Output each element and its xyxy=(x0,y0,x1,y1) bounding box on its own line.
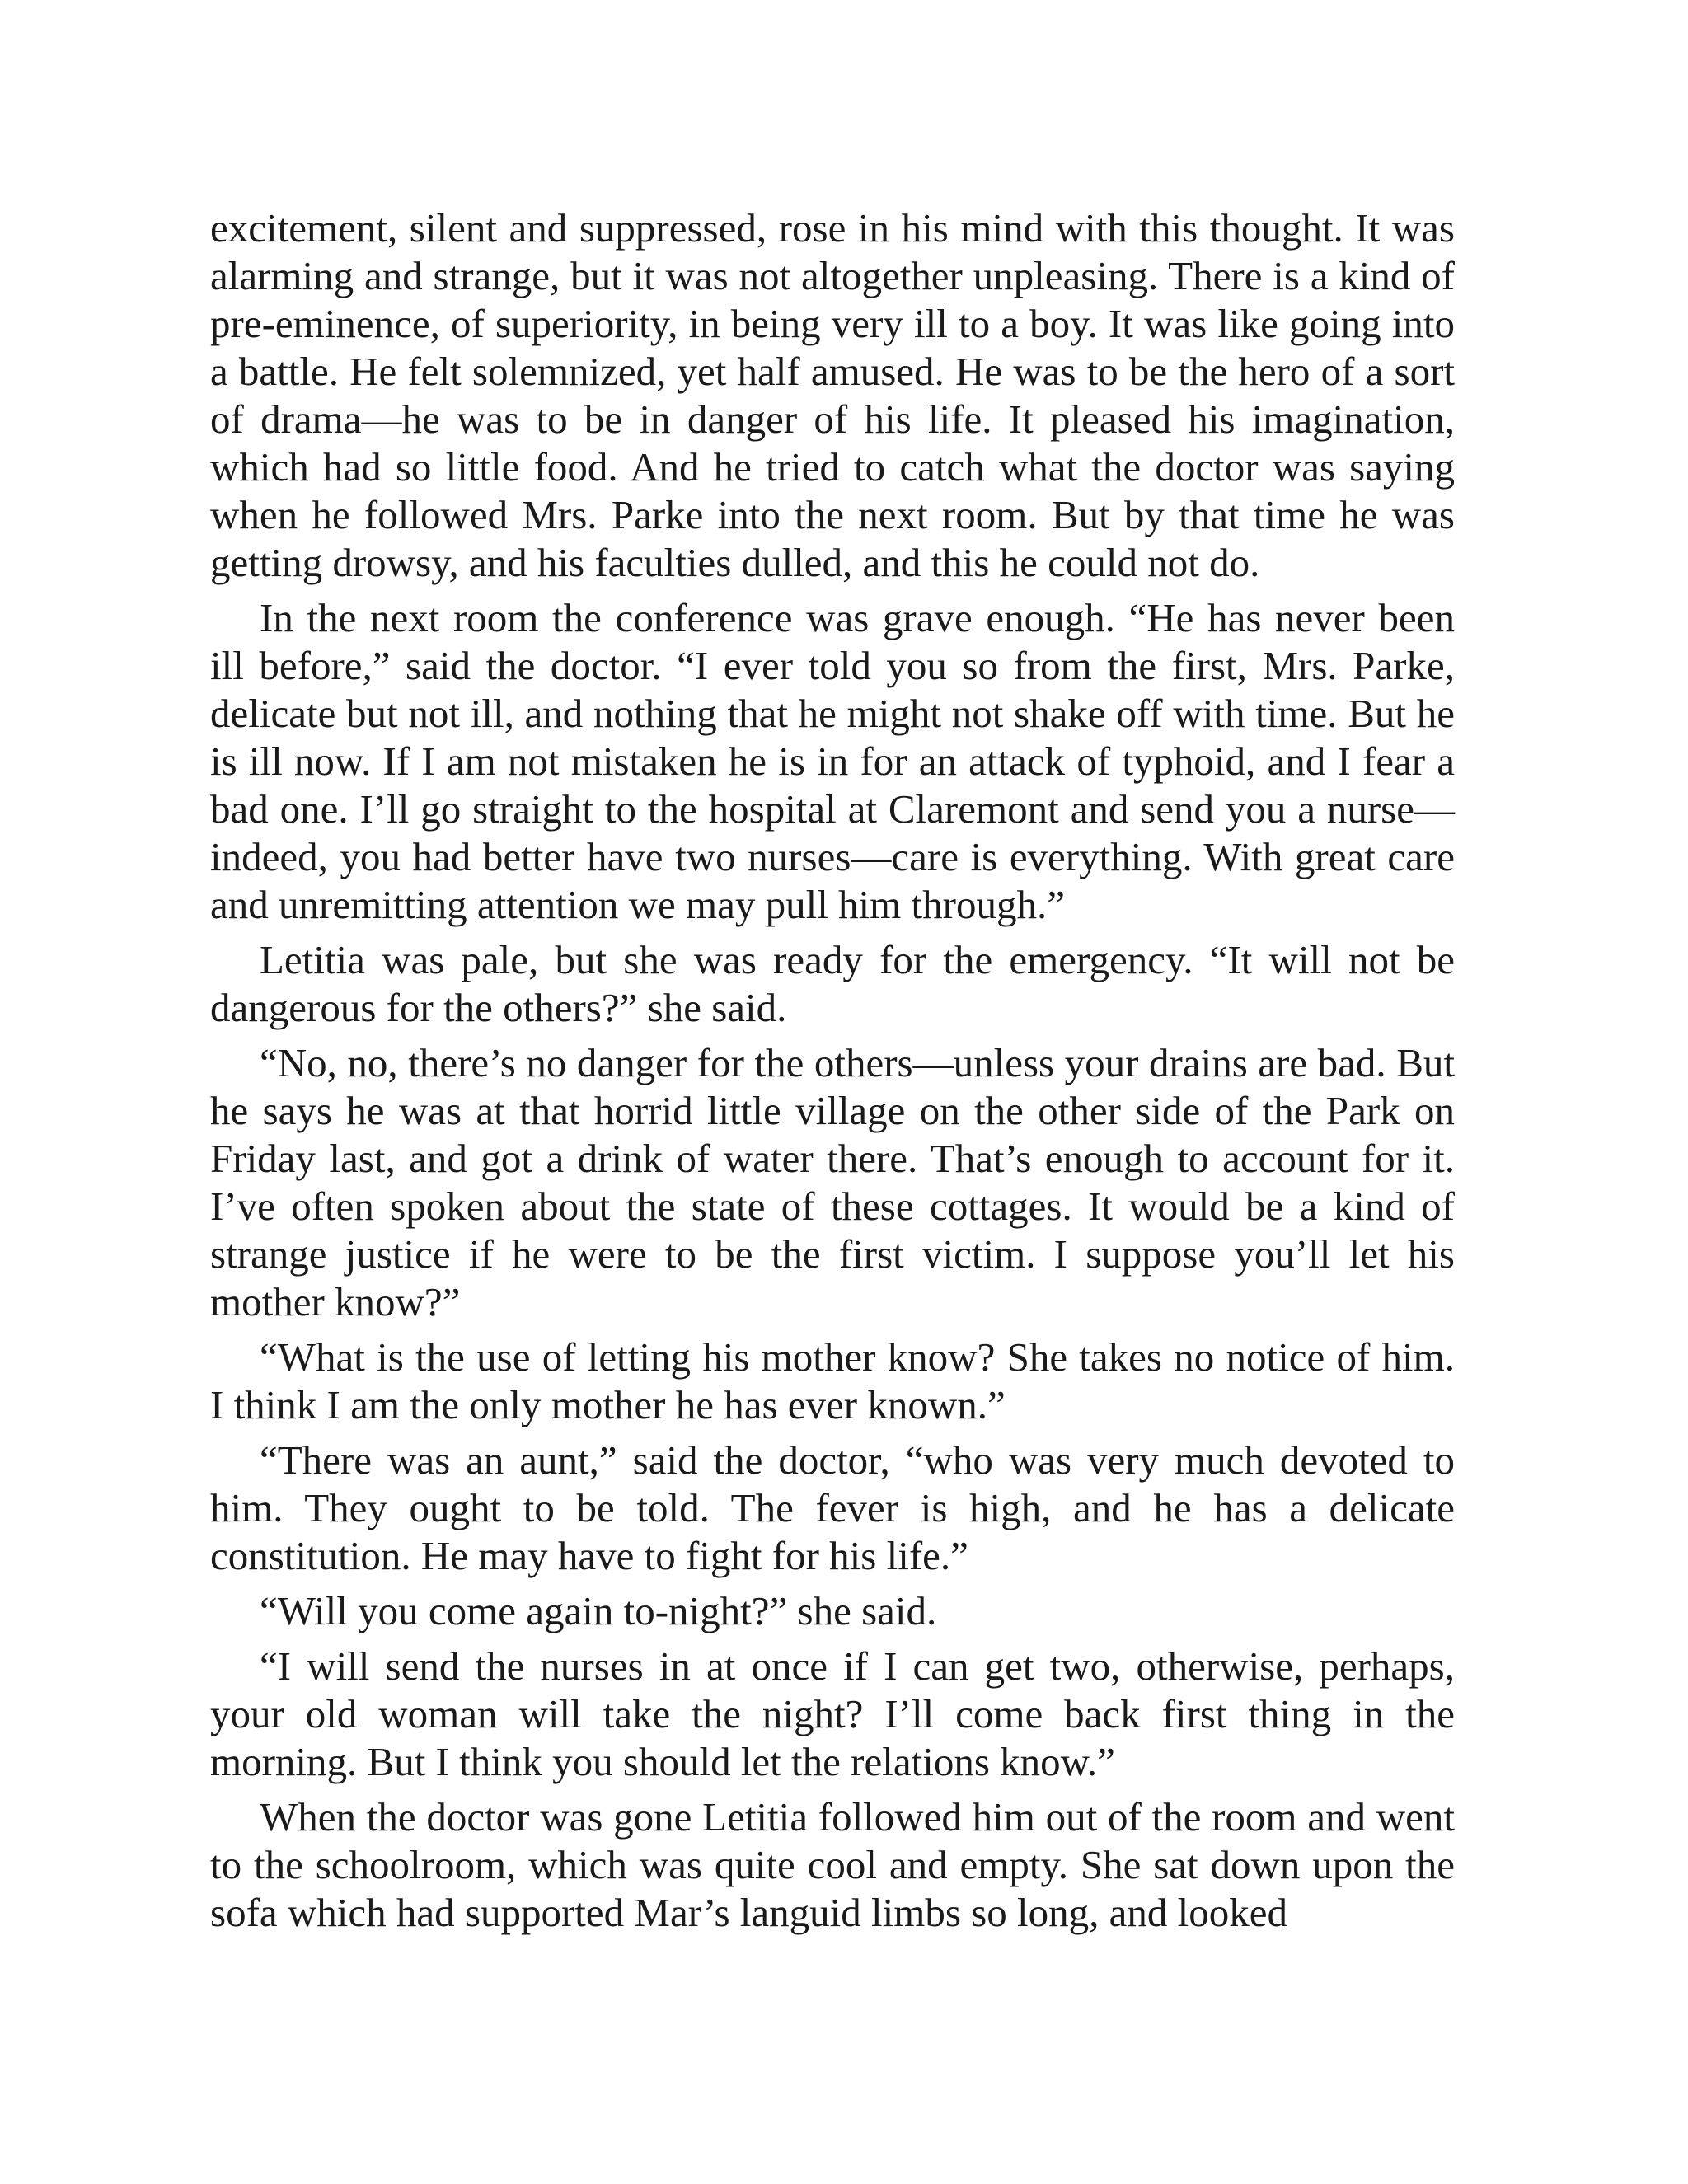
paragraph-1: excitement, silent and suppressed, rose in his mind with this thought. It was alarming and strange, but it was not altogether unpleasing. There is a kind of pre-eminence, of superiority, in being very ill to a boy. It was like going into a battle. He felt solemnized, yet half amused. He was to be the hero of a sort of drama—he was to be in danger of his life. It pleased his imagination, which had so little food. And he tried to catch what the doctor was saying when he followed Mrs. Parke into the next room. But by that time he was getting drowsy, and his faculties dulled, and this he could not do. xyxy=(210,205,1455,585)
paragraph-3: Letitia was pale, but she was ready for the emergency. “It will not be dangerous for the others?” she said. xyxy=(210,937,1455,1030)
paragraph-4: “No, no, there’s no danger for the others—unless your drains are bad. But he says he was at that horrid little village on the other side of the Park on Friday last, and got a drink of water there. That’s enough to account for it. I’ve often spoken about the state of these cottages. It would be a kind of strange justice if he were to be the first victim. I suppose you’ll let his mother know?” xyxy=(210,1040,1455,1324)
paragraph-8: “I will send the nurses in at once if I can get two, otherwise, perhaps, your old woman will take the night? I’ll come back first thing in the morning. But I think you should let the relations know.” xyxy=(210,1643,1455,1784)
paragraph-5: “What is the use of letting his mother know? She takes no notice of him. I think I am the only mother he has ever known.” xyxy=(210,1334,1455,1427)
paragraph-7: “Will you come again to-night?” she said. xyxy=(260,1588,937,1633)
paragraph-2: In the next room the conference was grave enough. “He has never been ill before,” said the doctor. “I ever told you so from the first, Mrs. Parke, delicate but not ill, and nothing that he might not shake off with time. But he is ill now. If I am not mistaken he is in for an attack of typhoid, and I fear a bad one. I’ll go straight to the hospital at Claremont and send you a nurse—indeed, you had better have two nurses—care is everything. With great care and unremitting attention we may pull him through.” xyxy=(210,595,1455,927)
paragraph-9: When the doctor was gone Letitia followed him out of the room and went to the schoolroom, which was quite cool and empty. She sat down upon the sofa which had supported Mar’s languid limbs so long, and looked xyxy=(210,1794,1455,1935)
book-page xyxy=(210,204,1455,1944)
paragraph-6: “There was an aunt,” said the doctor, “who was very much devoted to him. They ought to be told. The fever is high, and he has a delicate constitution. He may have to fight for his life.” xyxy=(210,1437,1455,1578)
